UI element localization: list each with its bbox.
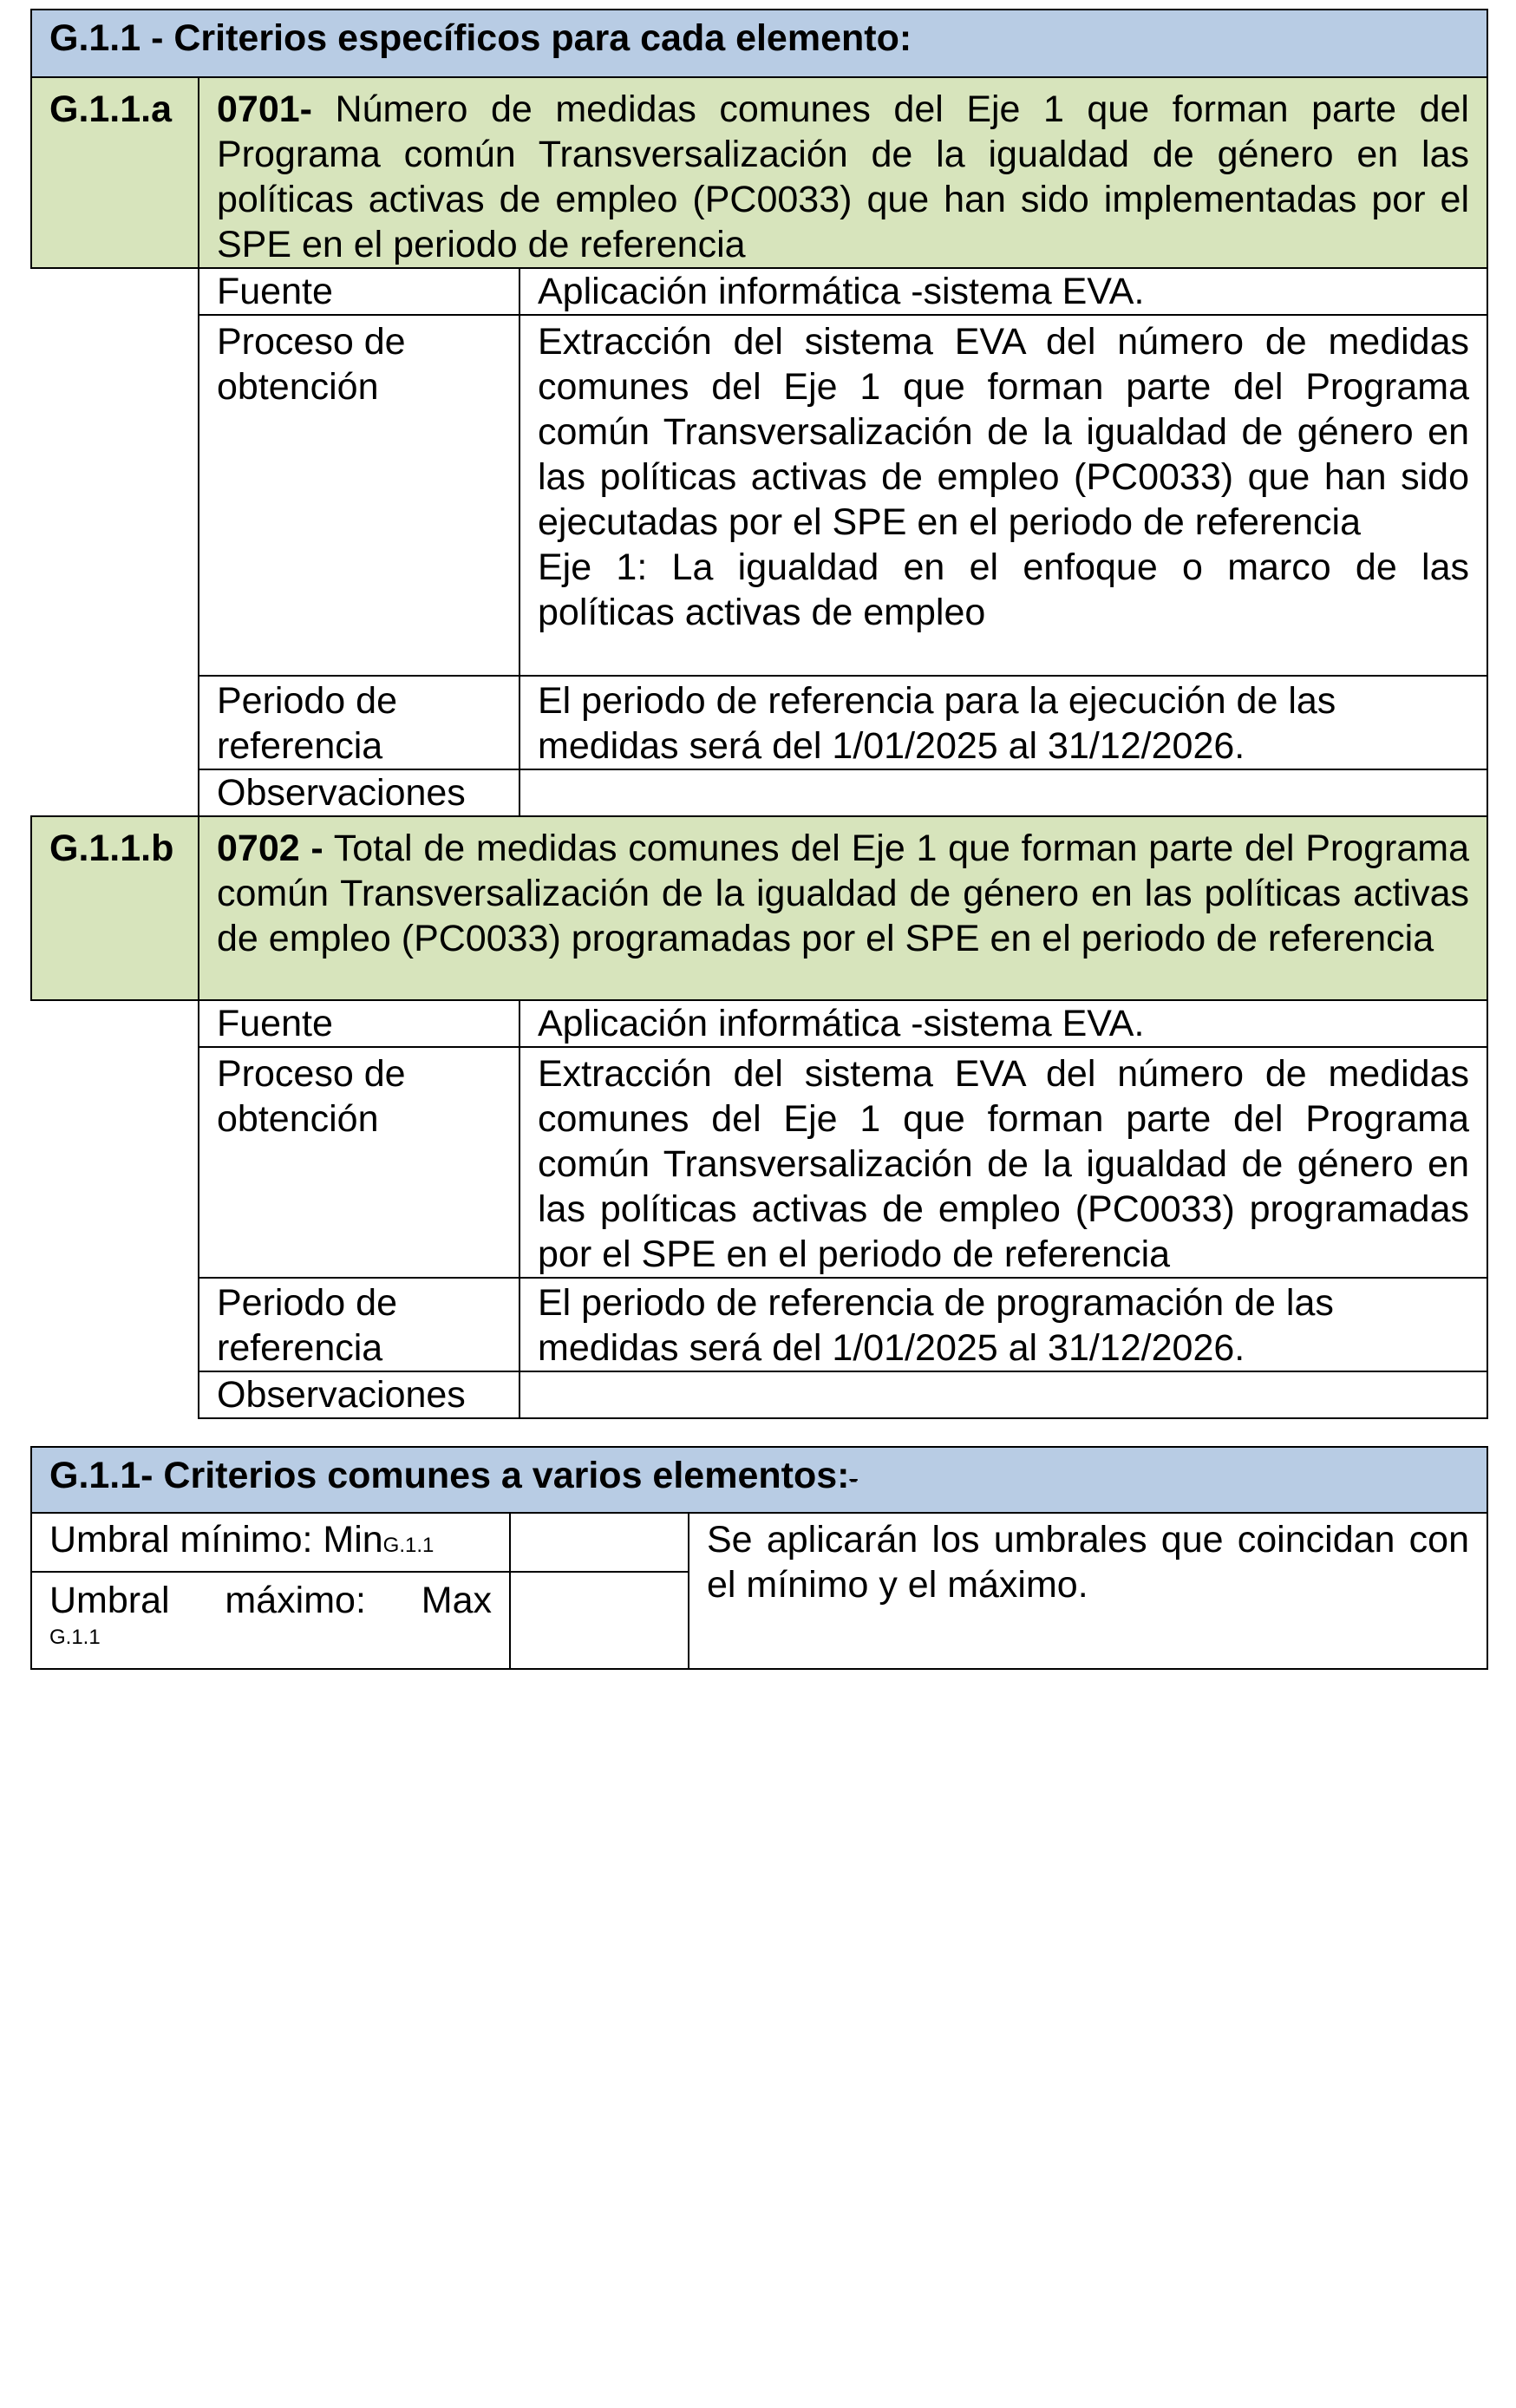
element-number-b: 0702 - xyxy=(217,828,323,869)
observaciones-label-b: Observaciones xyxy=(199,1371,519,1418)
observaciones-value-a xyxy=(519,769,1487,816)
fuente-value-a: Aplicación informática -sistema EVA. xyxy=(519,268,1487,315)
header-mark: - xyxy=(849,1466,858,1493)
periodo-label-b: Periodo de referencia xyxy=(199,1278,519,1371)
observaciones-value-b xyxy=(519,1371,1487,1418)
periodo-value-b: El periodo de referencia de programación de las medidas será del 1/01/2025 al 31/12/2026. xyxy=(519,1278,1487,1371)
proceso-value-a xyxy=(519,315,1487,676)
element-title-text-b: Total de medidas comunes del Eje 1 que forman parte del Programa común Transversalización de la igualdad de género en las políticas activas de empleo (PC0033) programadas por el SPE en el periodo de referencia xyxy=(217,828,1469,959)
common-criteria-title: G.1.1- Criterios comunes a varios elementos: xyxy=(49,1455,850,1496)
element-number-a: 0701- xyxy=(217,88,312,130)
element-title-text-a: Número de medidas comunes del Eje 1 que forman parte del Programa común Transversalización de la igualdad de género en las políticas activas de empleo (PC0033) que han sido implementadas por el SPE en el periodo de referencia xyxy=(217,88,1469,265)
element-code-b: G.1.1.b xyxy=(31,816,199,1000)
periodo-label-a: Periodo de referencia xyxy=(199,676,519,769)
proceso-label-a: Proceso de obtención xyxy=(199,315,519,676)
element-title-b xyxy=(199,816,1487,1000)
umbral-max-text: Umbral máximo: Max xyxy=(49,1580,492,1621)
proceso-eje-a: Eje 1: La igualdad en el enfoque o marco de las políticas activas de empleo xyxy=(538,546,1469,633)
common-criteria-header xyxy=(31,1447,1487,1513)
observaciones-label-a: Observaciones xyxy=(199,769,519,816)
fuente-label-b: Fuente xyxy=(199,1000,519,1047)
umbral-max-sub: G.1.1 xyxy=(49,1626,101,1649)
umbral-note: Se aplicarán los umbrales que coincidan con el mínimo y el máximo. xyxy=(689,1513,1487,1669)
fuente-value-b: Aplicación informática -sistema EVA. xyxy=(519,1000,1487,1047)
fuente-label-a: Fuente xyxy=(199,268,519,315)
umbral-max-label xyxy=(31,1572,510,1669)
umbral-min-label xyxy=(31,1513,510,1572)
proceso-value-b: Extracción del sistema EVA del número de medidas comunes del Eje 1 que forman parte del Programa común Transversalización de la igualdad de género en las políticas activas de empleo (PC0033) programadas por el SPE en el periodo de referencia xyxy=(519,1047,1487,1278)
umbral-min-text: Umbral mínimo: Min xyxy=(49,1519,383,1561)
proceso-text-a: Extracción del sistema EVA del número de medidas comunes del Eje 1 que forman parte del Programa común Transversalización de la igualdad de género en las políticas activas de empleo (PC0033) que han sido ejecutadas por el SPE en el periodo de referencia xyxy=(538,321,1469,543)
umbral-min-value xyxy=(510,1513,689,1572)
proceso-label-b: Proceso de obtención xyxy=(199,1047,519,1278)
umbral-max-value xyxy=(510,1572,689,1669)
umbral-min-sub: G.1.1 xyxy=(382,1534,435,1557)
specific-criteria-header: G.1.1 - Criterios específicos para cada elemento: xyxy=(31,10,1487,77)
element-code-a: G.1.1.a xyxy=(31,77,199,268)
periodo-value-a: El periodo de referencia para la ejecución de las medidas será del 1/01/2025 al 31/12/2026. xyxy=(519,676,1487,769)
element-title-a xyxy=(199,77,1487,268)
common-criteria-table xyxy=(30,1446,1488,1670)
specific-criteria-table xyxy=(30,9,1488,1419)
